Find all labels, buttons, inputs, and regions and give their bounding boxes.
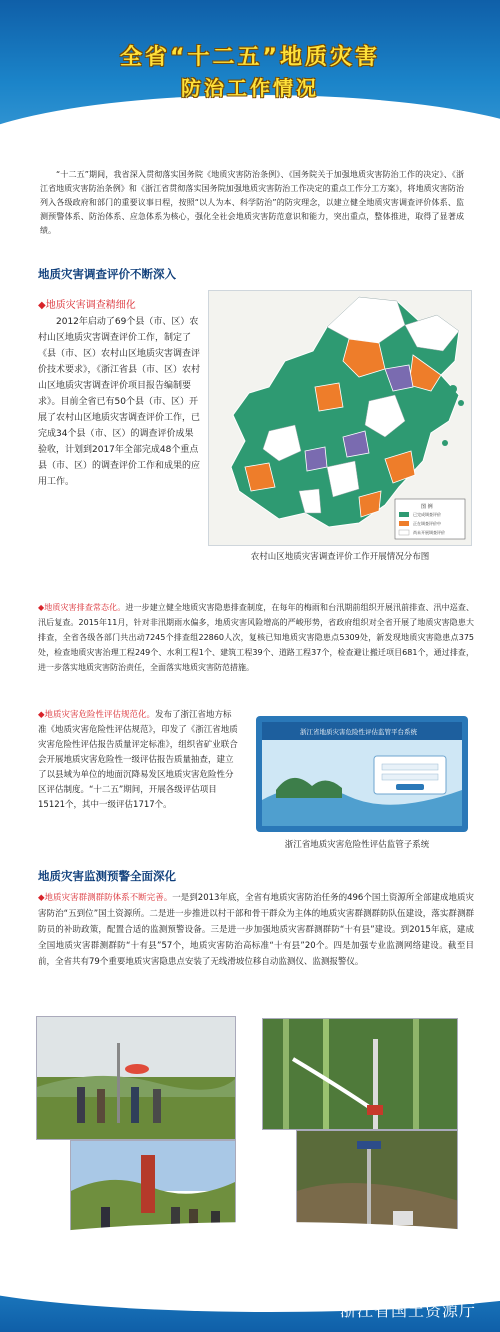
person-3 bbox=[131, 1087, 139, 1123]
photo-field-inspection bbox=[36, 1016, 236, 1140]
assessment-paragraph bbox=[38, 708, 240, 813]
photo-extensometer-svg bbox=[263, 1019, 458, 1130]
region-orange-3 bbox=[315, 383, 343, 411]
inspection-sub-heading: ◆地质灾害排查常态化。 bbox=[38, 603, 126, 612]
sensor-pole bbox=[117, 1043, 120, 1123]
intro-paragraph: “十二五”期间，我省深入贯彻落实国务院《地质灾害防治条例》、《国务院关于加强地质灾害防治工作的决定》、《浙江省地质灾害防治条例》和《浙江省贯彻落实国务院加强地质灾害防治工作决定的重点工作分工方案》，将地质灾害防治列入各级政府和部门的重要议事日程，按照“以人为本、科学防治”的防灾理念，以建立健全地质灾害调查评价体系、监测预警体系、防治体系、应急体系为核心，强化全社会地质灾害防范意识和能力，突出重点，整体推进，取得了显著成绩。 bbox=[40, 170, 464, 235]
region-purple-3 bbox=[305, 447, 327, 471]
umbrella bbox=[125, 1064, 149, 1074]
monitoring-body: 一是到2013年底，全省有地质灾害防治任务的496个国土资源所全部建成地质灾害防治“五到位”国土资源所。二是进一步推进以村干部和骨干群众为主体的地质灾害群测群防队伍建设，落实群测群防员的补助政策，配置合适的监测预警设备。三是进一步加强地质灾害群测群防“十有县”建设。到2015年底，建成全国地质灾害群测群防“十有县”57个，地质灾害防治高标准“十有县”20个。四是加强专业监测网络建设。截至目前，全省共有79个重要地质灾害隐患点安装了无线滑坡位移自动监测仪、监测报警仪。 bbox=[38, 893, 475, 967]
screen-title: 浙江省地质灾害危险性评估监管平台系统 bbox=[300, 728, 417, 736]
section-heading-survey: 地质灾害调查评价不断深入 bbox=[38, 267, 176, 281]
inspection-body: 进一步建立健全地质灾害隐患排查制度，在每年的梅雨和台汛期前组织开展汛前排查、汛中巡查、汛后复查。2015年11月，针对非汛期雨水偏多，地质灾害风险增高的严峻形势，省政府组织对全省开展了地质灾害隐患大排查，全省各级各部门共出动7245个排查组22860人次，复核已知地质灾害隐患点5309处，新发现地质灾害隐患点375处，检查地质灾害治理工程249个、水利工程1个、建筑工程39个、道路工程37个，检查避让搬迁项目681个，通过排查，进一步落实地质灾害防治责任，全面落实地质灾害防范措施。 bbox=[38, 603, 475, 672]
distribution-map bbox=[208, 290, 472, 546]
extensometer-box bbox=[367, 1105, 383, 1115]
legend-label-2: 正在调查评价中 bbox=[413, 521, 441, 526]
legend-swatch-orange bbox=[399, 521, 409, 526]
person-1 bbox=[77, 1087, 85, 1123]
assessment-body: 发布了浙江省地方标准《地质灾害危险性评估规范》，印发了《浙江省地质灾害危险性评估报告质量评定标准》，组织省矿业联合会开展地质灾害危险性一级评估报告质量抽查，建立了以县域为单位的地面沉降易发区地质灾害危险性分区评估制度。“十二五”期间，开展各级评估项目15121个，其中一级评估1717个。 bbox=[38, 710, 238, 810]
legend-swatch-green bbox=[399, 512, 409, 517]
legend-label-1: 已完成调查评价 bbox=[413, 512, 441, 517]
sky bbox=[37, 1017, 236, 1087]
survey-body: 2012年启动了69个县（市、区）农村山区地质灾害调查评价工作，制定了《县（市、区）农村山区地质灾害调查评价技术要求》，《浙江省县（市、区）农村山区地质灾害调查评价项目报告编制要求》。目前全省已有50个县（市、区）开展了农村山区地质灾害调查评价工作，已完成34个县（市、区）的调查评价成果验收，计划到2017年全部完成48个重点县（市、区）的调查评价工作和成果的应用工作。 bbox=[38, 317, 201, 487]
photo-extensometer bbox=[262, 1018, 458, 1130]
inspection-paragraph bbox=[38, 600, 474, 675]
legend-swatch-white bbox=[399, 530, 409, 535]
password-field bbox=[382, 774, 438, 780]
sensor-pole bbox=[373, 1039, 378, 1129]
island-2 bbox=[458, 400, 464, 406]
person-4 bbox=[153, 1089, 161, 1123]
username-field bbox=[382, 764, 438, 770]
monitor-station bbox=[141, 1155, 155, 1213]
assessment-sub-heading: ◆地质灾害危险性评估规范化。 bbox=[38, 710, 156, 720]
footer-organization: 浙江省国土资源厅 bbox=[339, 1301, 476, 1320]
crack-meter-box bbox=[393, 1211, 413, 1225]
sensor-pole bbox=[367, 1145, 371, 1225]
monitoring-sub-heading: ◆地质灾害群测群防体系不断完善。 bbox=[38, 893, 173, 903]
system-caption: 浙江省地质灾害危险性评估监管子系统 bbox=[284, 840, 430, 850]
header-wave bbox=[0, 95, 500, 150]
survey-text-block bbox=[38, 298, 200, 490]
island-3 bbox=[442, 440, 448, 446]
photo-field-inspection-svg bbox=[37, 1017, 236, 1140]
zhejiang-map-svg bbox=[209, 291, 471, 545]
island-1 bbox=[449, 385, 457, 393]
bamboo-3 bbox=[413, 1019, 419, 1130]
legend-title: 图 例 bbox=[421, 504, 433, 510]
login-button bbox=[396, 784, 424, 790]
bamboo-1 bbox=[283, 1019, 289, 1130]
map-caption: 农村山区地质灾害调查评价工作开展情况分布图 bbox=[250, 552, 430, 562]
page-title-line1: 全省“十二五”地质灾害 bbox=[120, 45, 380, 70]
person-2 bbox=[97, 1089, 105, 1123]
page-title-line2: 防治工作情况 bbox=[181, 76, 319, 100]
system-screenshot bbox=[256, 716, 468, 832]
forest bbox=[263, 1019, 458, 1130]
bamboo-2 bbox=[323, 1019, 329, 1130]
system-screenshot-svg bbox=[256, 716, 468, 832]
legend-label-3: 尚未开展调查评价 bbox=[413, 530, 445, 535]
solar-panel bbox=[357, 1141, 381, 1149]
section-heading-monitoring: 地质灾害监测预警全面深化 bbox=[38, 869, 176, 883]
monitoring-paragraph bbox=[38, 890, 474, 970]
survey-sub-heading: ◆地质灾害调查精细化 bbox=[38, 300, 136, 311]
